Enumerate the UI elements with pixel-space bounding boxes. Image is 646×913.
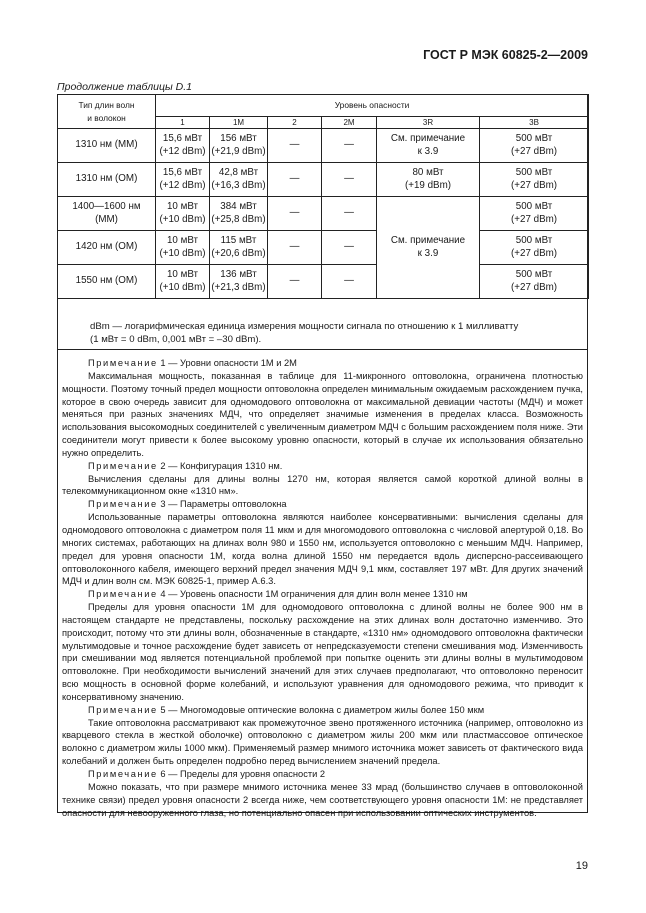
fiber-type-cell <box>58 231 156 265</box>
note-title: 3 — Параметры оптоволокна <box>157 499 287 510</box>
power-dbm: (+21,9 dBm) <box>211 145 266 157</box>
note-ref-number: к 3.9 <box>417 145 439 157</box>
level-1m-cell <box>210 129 268 163</box>
fiber-type-cell <box>58 197 156 231</box>
footnote-line2: (1 мВт = 0 dBm, 0,001 мВт = –30 dBm). <box>90 334 262 345</box>
note-title: 5 — Многомодовые оптические волокна с диаметром жилы более 150 мкм <box>157 704 485 715</box>
footnote-line1: dBm — логарифмическая единица измерения мощности сигнала по отношению к 1 милливатту <box>90 321 519 332</box>
level-2m-cell: — <box>322 163 377 197</box>
power-dbm: (+12 dBm) <box>159 179 206 191</box>
power-dbm: (+21,3 dBm) <box>211 281 266 293</box>
level-2-cell: — <box>268 265 322 299</box>
power-mw: 10 мВт <box>166 201 199 212</box>
table-row <box>58 197 589 231</box>
power-dbm: (+27 dBm) <box>511 179 558 191</box>
level-3b-cell <box>480 163 589 197</box>
note-3-text: Использованные параметры оптоволокна являются наиболее консервативными: вычисления сделаны для одномодового оптоволокна с диаметром поля 11 мкм и для многомодового оптоволокна с числовой апертурой 0,18. Во многих системах, работающих на длинах волн 980 и 1550 нм, используется оптоволокно с меньшим МДЧ. Например, предел для уровня опасности 1М, когда волна длиной 1550 нм передается вдоль дисперсно-рассеивающего оптоволоконного кабеля, имеющего верхний предел значения МДЧ 9,1 мкм, составляет 197 мВт. Для других значений МДЧ и длин волн см. МЭК 60825-1, пример А.6.3. <box>62 512 583 587</box>
power-dbm: (+10 dBm) <box>159 213 206 225</box>
standard-header: ГОСТ Р МЭК 60825-2—2009 <box>423 48 588 62</box>
power-dbm: (+12 dBm) <box>159 145 206 157</box>
note-5-heading <box>62 704 583 717</box>
fiber-type-cell <box>58 265 156 299</box>
fiber-type-cell <box>58 129 156 163</box>
note-6-text: Можно показать, что при размере мнимого источника менее 33 мрад (большинство случаев в оптоволоконной технике связи) предел уровня опасности 2 всегда ниже, чем соответствующего уровня опасности 1М: не представляет опасности для невооруженного глаза, но потенциально опасен при использовании оптических инструментов. <box>62 781 583 818</box>
note-title: 2 — Конфигурация 1310 нм. <box>157 460 283 471</box>
header-type-line2: и волокон <box>87 112 126 123</box>
note-2-text: Вычисления сделаны для длины волны 1270 нм, которая является самой короткой длиной волны в телекоммуникационном окне «1310 нм». <box>62 473 583 497</box>
level-2-cell: — <box>268 231 322 265</box>
header-type-cell <box>58 95 156 129</box>
power-dbm: (+19 dBm) <box>404 179 451 191</box>
note-label: Примечание <box>88 704 158 715</box>
footnote-separator <box>57 349 588 350</box>
level-3r-cell <box>377 129 480 163</box>
note-ref: См. примечание <box>390 133 466 144</box>
table-row <box>58 163 589 197</box>
power-mw: 42,8 мВт <box>218 167 259 178</box>
power-mw: 15,6 мВт <box>162 167 203 178</box>
level-3b-cell <box>480 231 589 265</box>
power-dbm: (+10 dBm) <box>159 281 206 293</box>
level-3b-cell <box>480 197 589 231</box>
level-3b-cell <box>480 265 589 299</box>
note-title: 1 — Уровни опасности 1М и 2М <box>157 358 297 368</box>
table-row <box>58 265 589 299</box>
level-2m-cell: — <box>322 265 377 299</box>
power-mw: 500 мВт <box>515 235 553 246</box>
note-label: Примечание <box>88 499 158 510</box>
fiber-type: 1420 нм (ОМ) <box>75 241 138 253</box>
note-6-heading <box>62 768 583 781</box>
fiber-type: 1310 нм (ММ) <box>75 139 138 151</box>
note-label: Примечание <box>88 769 158 779</box>
level-2-cell: — <box>268 197 322 231</box>
level-1m-cell <box>210 163 268 197</box>
level-1-cell <box>156 163 210 197</box>
power-mw: 10 мВт <box>166 269 199 280</box>
header-hazard-group: Уровень опасности <box>156 95 589 117</box>
power-dbm: (+27 dBm) <box>511 247 558 259</box>
power-mw: 384 мВт <box>220 201 257 212</box>
level-1m-cell <box>210 265 268 299</box>
hazard-level-table <box>57 94 589 299</box>
table-row <box>58 231 589 265</box>
note-title: 6 — Пределы для уровня опасности 2 <box>157 769 326 779</box>
power-mw: 115 мВт <box>220 235 257 246</box>
level-1-cell <box>156 129 210 163</box>
power-mw: 136 мВт <box>220 269 257 280</box>
power-mw: 80 мВт <box>412 167 444 178</box>
fiber-type: 1400—1600 нм <box>72 201 141 212</box>
note-ref: См. примечание <box>390 235 466 246</box>
power-mw: 500 мВт <box>515 133 553 144</box>
power-dbm: (+20,6 dBm) <box>211 247 266 259</box>
level-1m-cell <box>210 231 268 265</box>
power-mw: 10 мВт <box>166 235 199 246</box>
power-dbm: (+25,8 dBm) <box>211 213 266 225</box>
power-dbm: (+27 dBm) <box>511 213 558 225</box>
power-dbm: (+16,3 dBm) <box>211 179 266 191</box>
level-2-cell: — <box>268 129 322 163</box>
header-level-1m: 1M <box>210 117 268 129</box>
level-2m-cell: — <box>322 231 377 265</box>
level-2-cell: — <box>268 163 322 197</box>
power-mw: 500 мВт <box>515 269 553 280</box>
page-number: 19 <box>575 860 588 872</box>
note-3-heading <box>62 498 583 511</box>
note-ref-number: к 3.9 <box>417 247 439 259</box>
note-2-heading <box>62 460 583 473</box>
header-level-3r: 3R <box>377 117 480 129</box>
level-1-cell <box>156 265 210 299</box>
level-3r-cell <box>377 163 480 197</box>
power-dbm: (+10 dBm) <box>159 247 206 259</box>
header-type-line1: Тип длин волн <box>78 100 135 110</box>
note-label: Примечание <box>88 460 158 471</box>
fiber-type: 1310 нм (ОМ) <box>75 173 138 185</box>
power-mw: 15,6 мВт <box>162 133 203 144</box>
level-2m-cell: — <box>322 197 377 231</box>
level-2m-cell: — <box>322 129 377 163</box>
level-1-cell <box>156 231 210 265</box>
fiber-type: 1550 нм (ОМ) <box>75 275 138 287</box>
power-mw: 156 мВт <box>220 133 257 144</box>
power-mw: 500 мВт <box>515 201 553 212</box>
header-level-1: 1 <box>156 117 210 129</box>
level-3r-merged-cell <box>377 197 480 299</box>
table-row <box>58 129 589 163</box>
note-label: Примечание <box>88 589 158 600</box>
note-1-heading <box>62 357 583 370</box>
power-dbm: (+27 dBm) <box>511 145 558 157</box>
power-dbm: (+27 dBm) <box>511 281 558 293</box>
header-level-3b: 3B <box>480 117 589 129</box>
note-label: Примечание <box>88 358 158 368</box>
fiber-type-cell <box>58 163 156 197</box>
header-level-2: 2 <box>268 117 322 129</box>
table-caption: Продолжение таблицы D.1 <box>57 81 192 93</box>
note-title: 4 — Уровень опасности 1М ограничения для длин волн менее 1310 нм <box>157 589 468 600</box>
table-footnote <box>90 320 580 346</box>
level-1-cell <box>156 197 210 231</box>
level-1m-cell <box>210 197 268 231</box>
power-mw: 500 мВт <box>515 167 553 178</box>
notes-block <box>62 357 583 819</box>
note-4-heading <box>62 588 583 601</box>
fiber-mode: (ММ) <box>95 213 118 225</box>
note-5-text: Такие оптоволокна рассматривают как промежуточное звено протяженного источника (например, оптоволокно из кварцевого стекла в жесткой оболочке) оптоволокно с диаметром жилы 200 мкм или пластмассовое оптическое волокно с диаметром жилы 1000 мкм). Применяемый размер мнимого источника может зависеть от фактического вида колебаний и должен быть определен подробно перед вычислением значений предела. <box>62 717 583 767</box>
level-3b-cell <box>480 129 589 163</box>
header-level-2m: 2M <box>322 117 377 129</box>
note-4-text: Пределы для уровня опасности 1М для одномодового оптоволокна с длиной волны не более 900 нм в настоящем стандарте не представлены, поскольку расхождение на этих длинах волн достаточно изменчиво. Это происходит, потому что эти длины волн, обозначенные в стандарте, «1310 нм» одномодового оптоволокна фактически мультимодовые и точное расхождение будет зависеть от непредсказуемости степени смешивания мод. Изменчивость при смешивании мод является потенциальной проблемой при попытке оценить эти длины волны в мультимодовом оптоволокне. При необходимости вычислений значений для этих случаев предполагают, что оптоволокно переносит всю мощность в основной форме колебаний, и используют уравнения для одномодового режима, что приводит к консервативному значению. <box>62 602 583 702</box>
note-1-text: Максимальная мощность, показанная в таблице для 11-микронного оптоволокна, ограничена плотностью мощности. Поэтому точный предел мощности оптоволокна определен минимальным ожидаемым расхождением пучка, которое в свою очередь зависит для одномодового оптоволокна от максимальной девиации частоты (МДЧ) и может меняться при разных значениях МДЧ, что определяет значимые изменения в пределах класса. Возможность использования высокомодных соединителей с увеличенным диаметром МДЧ с большим расхождением поля ниже. Эти соединители могут привести к более высокому уровню опасности, который в случае их использования обязательно нужно определить. <box>62 370 583 458</box>
